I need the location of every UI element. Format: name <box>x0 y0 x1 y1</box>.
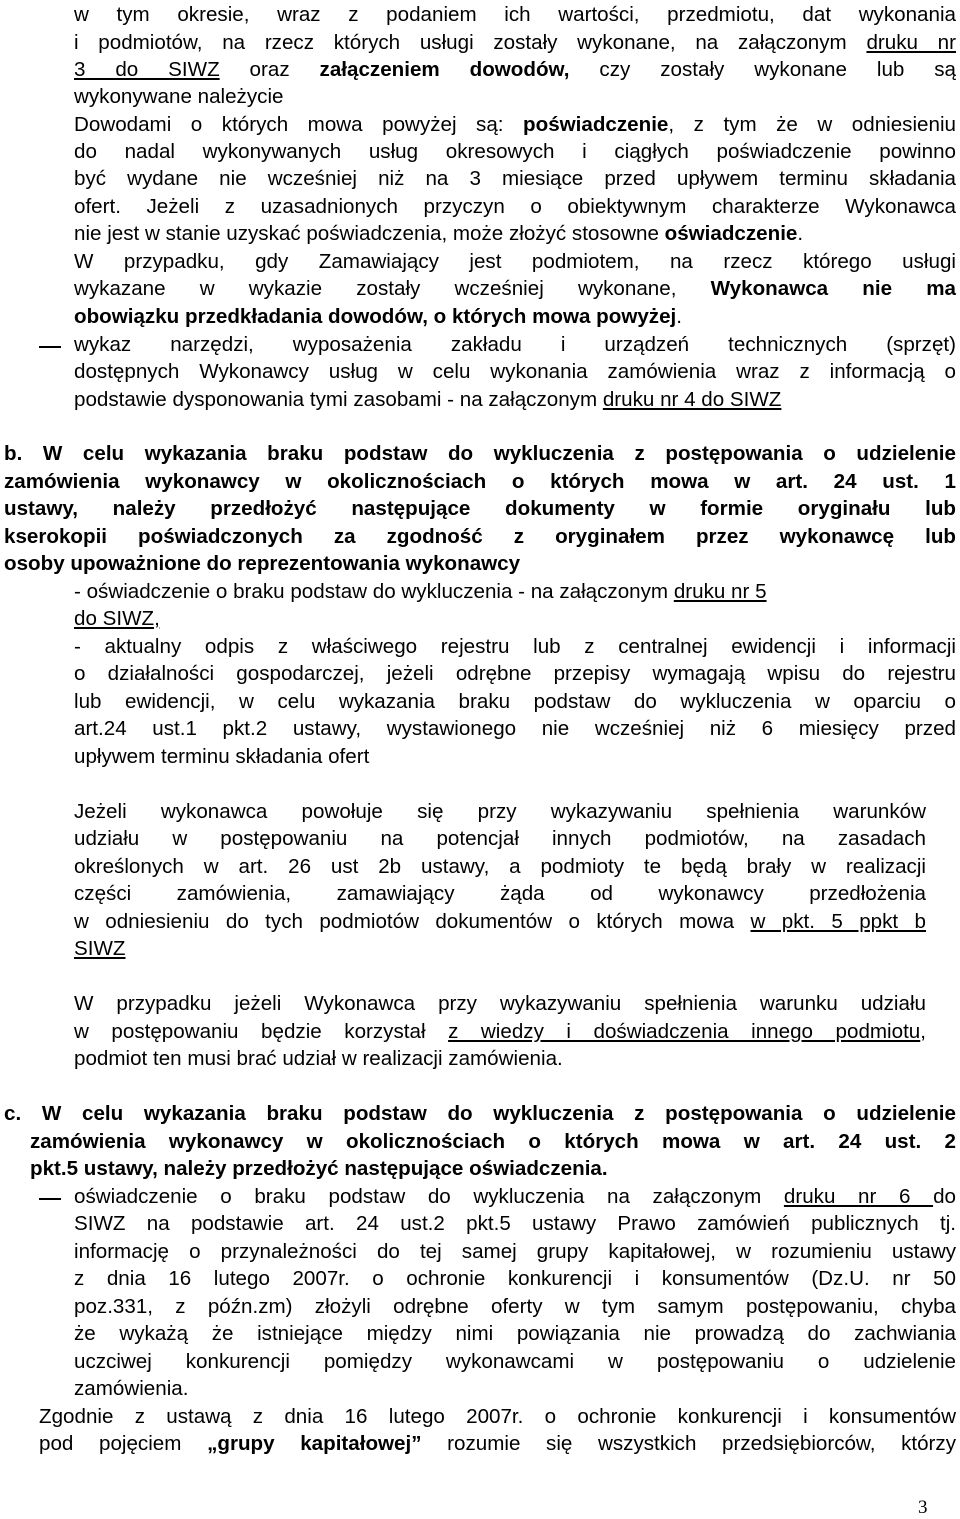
text-line: z dnia 16 lutego 2007r. o ochronie konkurencji i konsumentów (Dz.U. nr 50 <box>74 1267 956 1290</box>
text-line <box>74 606 160 632</box>
section-heading: zamówienia wykonawcy w okolicznościach o których mowa w art. 24 ust. 1 <box>4 470 956 493</box>
text-line: określonych w art. 26 ust 2b ustawy, a podmioty te będą brały w realizacji <box>74 855 926 878</box>
page-number: 3 <box>918 1497 928 1518</box>
text-line: Jeżeli wykonawca powołuje się przy wykazywaniu spełnienia warunków <box>74 800 926 823</box>
text-line: Zgodnie z ustawą z dnia 16 lutego 2007r. o ochronie konkurencji i konsumentów <box>39 1405 956 1428</box>
text-line: SIWZ na podstawie art. 24 ust.2 pkt.5 ustawy Prawo zamówień publicznych tj. <box>74 1212 956 1235</box>
text-line: nie jest w stanie uzyskać poświadczenia, może złożyć stosowne oświadczenie. <box>74 222 804 245</box>
text-line: - oświadczenie o braku podstaw do wykluczenia - na załączonym druku nr 5 <box>74 580 767 603</box>
annex-reference: druku nr <box>866 31 956 54</box>
section-heading: b. W celu wykazania braku podstaw do wykluczenia z postępowania o udzielenie <box>4 442 956 465</box>
text-line: obowiązku przedkładania dowodów, o których mowa powyżej. <box>74 305 682 328</box>
text-line: wykonywane należycie <box>74 85 284 108</box>
text-line: wykazane w wykazie zostały wcześniej wykonane, Wykonawca nie ma <box>74 277 956 300</box>
text-line: o działalności gospodarczej, jeżeli odrębne przepisy wymagają wpisu do rejestru <box>74 662 956 685</box>
section-heading: c. W celu wykazania braku podstaw do wykluczenia z postępowania o udzielenie <box>4 1102 956 1125</box>
text-line: i podmiotów, na rzecz których usługi zostały wykonane, na załączonym druku nr <box>74 31 956 54</box>
text-line: że wykażą że istniejące między nimi powiązania nie prowadzą do zachwiania <box>74 1322 956 1345</box>
text-line: ofert. Jeżeli z uzasadnionych przyczyn o obiektywnym charakterze Wykonawca <box>74 195 956 218</box>
text-line: w tym okresie, wraz z podaniem ich wartości, przedmiotu, dat wykonania <box>74 3 956 26</box>
section-heading: osoby upoważnione do reprezentowania wykonawcy <box>4 552 521 575</box>
text-line: zamówienia. <box>74 1377 189 1400</box>
text-line: udziału w postępowaniu na potencjał innych podmiotów, na zasadach <box>74 827 926 850</box>
list-dash-icon <box>39 1198 61 1200</box>
text-line: pod pojęciem „grupy kapitałowej” rozumie się wszystkich przedsiębiorców, którzy <box>39 1432 956 1455</box>
section-reference: w pkt. 5 ppkt b <box>750 910 926 933</box>
text-line: Dowodami o których mowa powyżej są: poświadczenie, z tym że w odniesieniu <box>74 113 956 136</box>
annex-reference: druku nr 4 do SIWZ <box>602 388 782 411</box>
text-line: do nadal wykonywanych usług okresowych i ciągłych poświadczenie powinno <box>74 140 956 163</box>
text-line: być wydane nie wcześniej niż na 3 miesiące przed upływem terminu składania <box>74 167 956 190</box>
section-heading: pkt.5 ustawy, należy przedłożyć następujące oświadczenia. <box>30 1157 608 1180</box>
text-line: - aktualny odpis z właściwego rejestru lub z centralnej ewidencji i informacji <box>74 635 956 658</box>
text-line: art.24 ust.1 pkt.2 ustawy, wystawionego nie wcześniej niż 6 miesięcy przed <box>74 717 956 740</box>
annex-reference: 3 do SIWZ <box>74 58 220 81</box>
text-line: części zamówienia, zamawiający żąda od wykonawcy przedłożenia <box>74 882 926 905</box>
text-line: upływem terminu składania ofert <box>74 745 370 768</box>
text-line: oświadczenie o braku podstaw do wykluczenia na załączonym druku nr 6 do <box>74 1185 956 1208</box>
annex-reference: do SIWZ, <box>74 607 160 630</box>
text-line: W przypadku jeżeli Wykonawca przy wykazywaniu spełnienia warunku udziału <box>74 992 926 1015</box>
text-line: lub ewidencji, w celu wykazania braku podstaw do wykluczenia w oparciu o <box>74 690 956 713</box>
list-dash-icon <box>39 346 61 348</box>
text-line: dostępnych Wykonawcy usług w celu wykonania zamówienia wraz z informacją o <box>74 360 956 383</box>
section-heading: ustawy, należy przedłożyć następujące dokumenty w formie oryginału lub <box>4 497 956 520</box>
text-line: poz.331, z późn.zm) złożyli odrębne oferty w tym samym postępowaniu, chyba <box>74 1295 956 1318</box>
text-line: wykaz narzędzi, wyposażenia zakładu i urządzeń technicznych (sprzęt) <box>74 333 956 356</box>
text-line: podmiot ten musi brać udział w realizacji zamówienia. <box>74 1047 563 1070</box>
section-heading: zamówienia wykonawcy w okolicznościach o których mowa w art. 24 ust. 2 <box>30 1130 956 1153</box>
annex-reference: SIWZ <box>74 937 126 960</box>
text-line: w odniesieniu do tych podmiotów dokumentów o których mowa w pkt. 5 ppkt b <box>74 910 926 933</box>
text-line: W przypadku, gdy Zamawiający jest podmiotem, na rzecz którego usługi <box>74 250 956 273</box>
text-line: uczciwej konkurencji pomiędzy wykonawcami w postępowaniu o udzielenie <box>74 1350 956 1373</box>
annex-reference: druku nr 6 <box>783 1185 934 1208</box>
underlined-phrase: z wiedzy i doświadczenia innego podmiotu <box>448 1020 921 1043</box>
annex-reference: druku nr 5 <box>673 580 767 603</box>
text-line: w postępowaniu będzie korzystał z wiedzy i doświadczenia innego podmiotu, <box>74 1020 926 1043</box>
text-line: 3 do SIWZ oraz załączeniem dowodów, czy zostały wykonane lub są <box>74 58 957 81</box>
section-heading: kserokopii poświadczonych za zgodność z oryginałem przez wykonawcę lub <box>4 525 956 548</box>
text-line: informację o przynależności do tej samej grupy kapitałowej, w rozumieniu ustawy <box>74 1240 956 1263</box>
text-line <box>74 936 125 962</box>
text-line: podstawie dysponowania tymi zasobami - na załączonym druku nr 4 do SIWZ <box>74 388 782 411</box>
